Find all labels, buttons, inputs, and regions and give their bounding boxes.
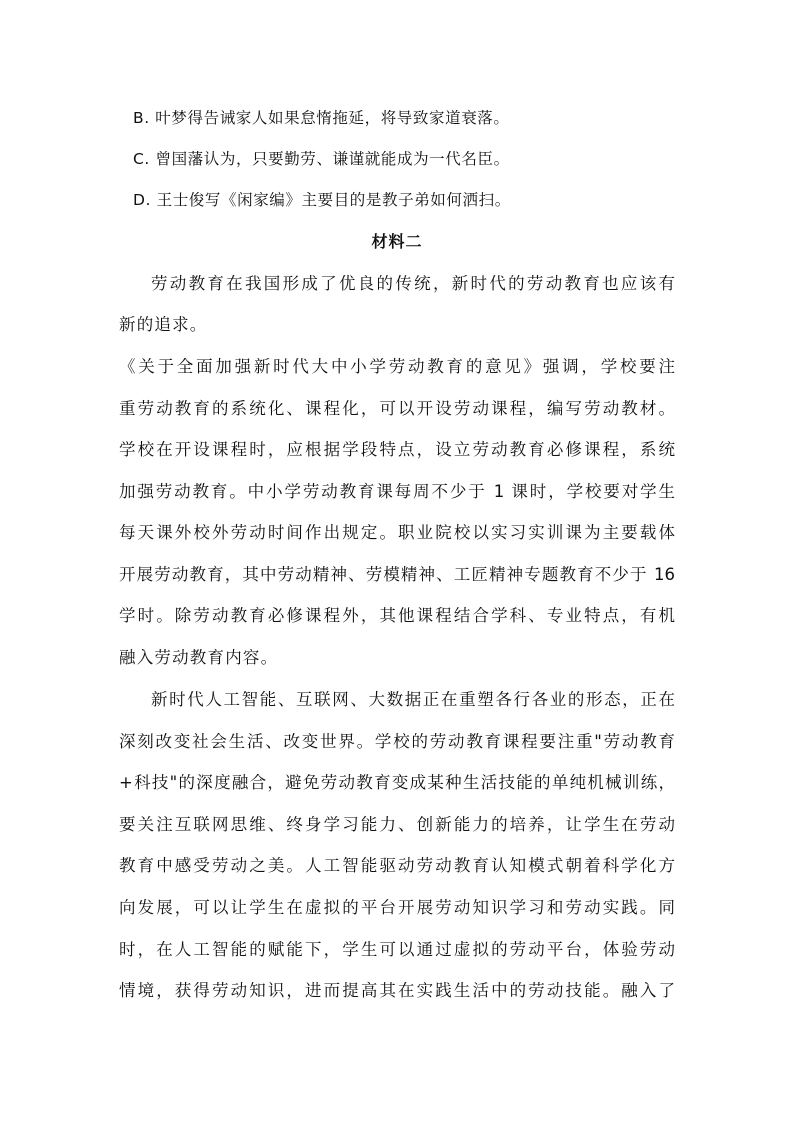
paragraph-3-line: 新时代人工智能、互联网、大数据正在重塑各行各业的形态，正在 (151, 690, 675, 709)
paragraph-1-line: 新的追求。 (119, 315, 208, 334)
paragraph-3-line: +科技"的深度融合，避免劳动教育变成某种生活技能的单纯机械训练， (119, 773, 675, 792)
paragraph-2-line: 加强劳动教育。中小学劳动教育课每周不少于 1 课时，学校要对学生 (119, 482, 675, 501)
paragraph-2-line: 学校在开设课程时，应根据学段特点，设立劳动教育必修课程，系统 (119, 440, 675, 459)
option-d: D. 王士俊写《闲家编》主要目的是教子弟如何洒扫。 (133, 191, 511, 209)
paragraph-2-line: 融入劳动教育内容。 (119, 648, 279, 667)
material-heading: 材料二 (371, 232, 423, 251)
option-b: B. 叶梦得告诫家人如果怠惰拖延，将导致家道衰落。 (133, 109, 510, 127)
paragraph-2-line: 每天课外校外劳动时间作出规定。职业院校以实习实训课为主要载体 (119, 523, 675, 542)
paragraph-2-line: 《关于全面加强新时代大中小学劳动教育的意见》强调，学校要注 (119, 357, 675, 376)
paragraph-3-line: 向发展，可以让学生在虚拟的平台开展劳动知识学习和劳动实践。同 (119, 898, 675, 917)
option-c: C. 曾国藩认为，只要勤劳、谦谨就能成为一代名臣。 (133, 150, 510, 168)
paragraph-3-line: 时，在人工智能的赋能下，学生可以通过虚拟的劳动平台，体验劳动 (119, 940, 675, 959)
paragraph-3-line: 深刻改变社会生活、改变世界。学校的劳动教育课程要注重"劳动教育 (119, 732, 675, 751)
paragraph-2-line: 开展劳动教育，其中劳动精神、劳模精神、工匠精神专题教育不少于 16 (119, 565, 675, 584)
paragraph-3-line: 教育中感受劳动之美。人工智能驱动劳动教育认知模式朝着科学化方 (119, 856, 675, 875)
paragraph-3-line: 情境，获得劳动知识，进而提高其在实践生活中的劳动技能。融入了 (119, 981, 675, 1000)
paragraph-2-line: 学时。除劳动教育必修课程外，其他课程结合学科、专业特点，有机 (119, 606, 675, 625)
paragraph-1-line: 劳动教育在我国形成了优良的传统，新时代的劳动教育也应该有 (151, 274, 675, 293)
paragraph-3-line: 要关注互联网思维、终身学习能力、创新能力的培养，让学生在劳动 (119, 815, 675, 834)
paragraph-2-line: 重劳动教育的系统化、课程化，可以开设劳动课程，编写劳动教材。 (119, 399, 675, 418)
